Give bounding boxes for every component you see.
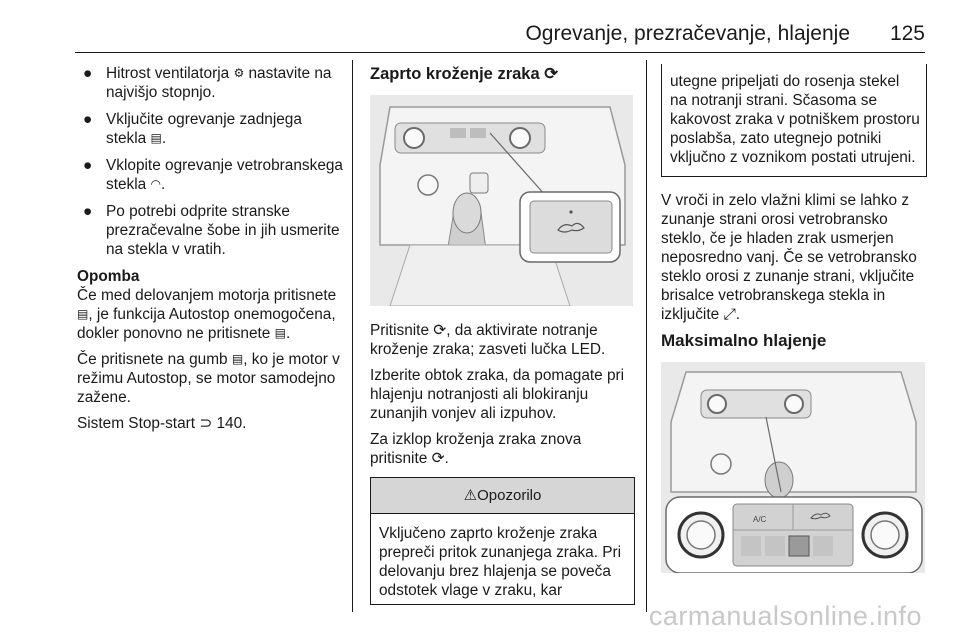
windscreen-defrost-icon: ◠ [150,177,161,191]
note-heading: Opomba [77,268,140,285]
auto-icon: ▤ [77,307,89,321]
column-3 [661,64,927,573]
paragraph-purpose: Izberite obtok zraka, da pomagate pri hlajenju notranjosti ali blokiranju zunanjih vonjev ali izpuhov. [370,367,625,422]
rear-defrost-icon: ▤ [150,131,162,145]
warning-icon: ⚠ [463,487,478,504]
cross-reference[interactable]: Sistem Stop-start ⊃ 140. [77,415,247,432]
bullet-icon: ● [83,203,93,220]
list-item: ● Hitrost ventilatorja ⚙ nastavite na najvišjo stopnjo. [83,65,332,101]
column-1 [77,64,345,440]
column-divider-2 [646,60,647,612]
bullet-icon: ● [83,111,93,128]
list-item: ● Po potrebi odprite stranske prezračevalne šobe in jih usmerite na stekla v vratih. [83,203,340,258]
column-2 [370,64,635,605]
warning-text: Vključeno zaprto kroženje zraka prepreči pritok zunanjega zraka. Pri delovanju brez hlajenja se poveča odstotek vlage v zraku, kar [379,525,622,599]
page-number: 125 [889,22,925,45]
section-heading-max-cooling: Maksimalno hlajenje [661,331,827,350]
paragraph-humid-climate: V vroči in zelo vlažni klimi se lahko z zunanje strani orosi vetrobransko steklo, če je hladen zrak usmerjen neposredno vanj. Če se vetrobransko steklo orosi z zunanje strani, vključite brisalce vetrobranskega stekla in izključite ⤢. [661,192,917,323]
header-rule [75,52,925,53]
note-paragraph-2: Če pritisnete na gumb ▤, ko je motor v režimu Autostop, se motor samodejno zažene. [77,351,340,406]
figure-recirculation-button [370,95,633,306]
recirculation-icon: ⟳ [431,450,445,467]
watermark: carmanualsonline.info [648,601,922,631]
instruction-list [77,64,345,259]
auto-icon: ▤ [231,352,244,366]
fan-icon: ⚙ [233,66,245,80]
warning-header: ⚠Opozorilo [371,478,634,514]
note-paragraph-1: Če med delovanjem motorja pritisnete ▤, je funkcija Autostop onemogočena, dokler ponovno ne pritisnete ▤. [77,287,337,342]
page-header [0,0,960,60]
recirculation-icon: ⟳ [433,322,447,339]
paragraph-deactivate: Za izklop kroženja zraka znova pritisnite ⟳. [370,431,582,467]
warning-box-continued: utegne pripeljati do rosenja stekel na notranji strani. Sčasoma se kakovost zraka v potniškem prostoru poslabša, zato utegnejo potniki vključno z voznikom postati utrujeni. [661,64,927,177]
xref-icon: ⊃ [199,415,213,432]
bullet-icon: ● [83,157,93,174]
console-illustration [370,95,633,306]
figure-max-cooling [661,362,925,573]
warning-box [370,477,635,605]
list-item: ● Vklopite ogrevanje vetrobranskega stekla ◠. [83,157,343,193]
page-title: Ogrevanje, prezračevanje, hlajenje [525,22,850,45]
climate-panel-illustration [661,362,925,573]
paragraph-activate: Pritisnite ⟳, da aktivirate notranje kroženje zraka; zasveti lučka LED. [370,322,606,358]
ac-label: A/C [753,515,767,524]
auto-icon: ▤ [274,326,286,340]
column-divider-1 [352,60,353,612]
list-item: ● Vključite ogrevanje zadnjega stekla ▤. [83,111,302,147]
recirculation-icon: ⟳ [544,65,559,83]
section-heading-recirculation: Zaprto kroženje zraka ⟳ [370,65,559,83]
wiper-icon: ⤢ [723,306,736,323]
bullet-icon: ● [83,65,93,82]
